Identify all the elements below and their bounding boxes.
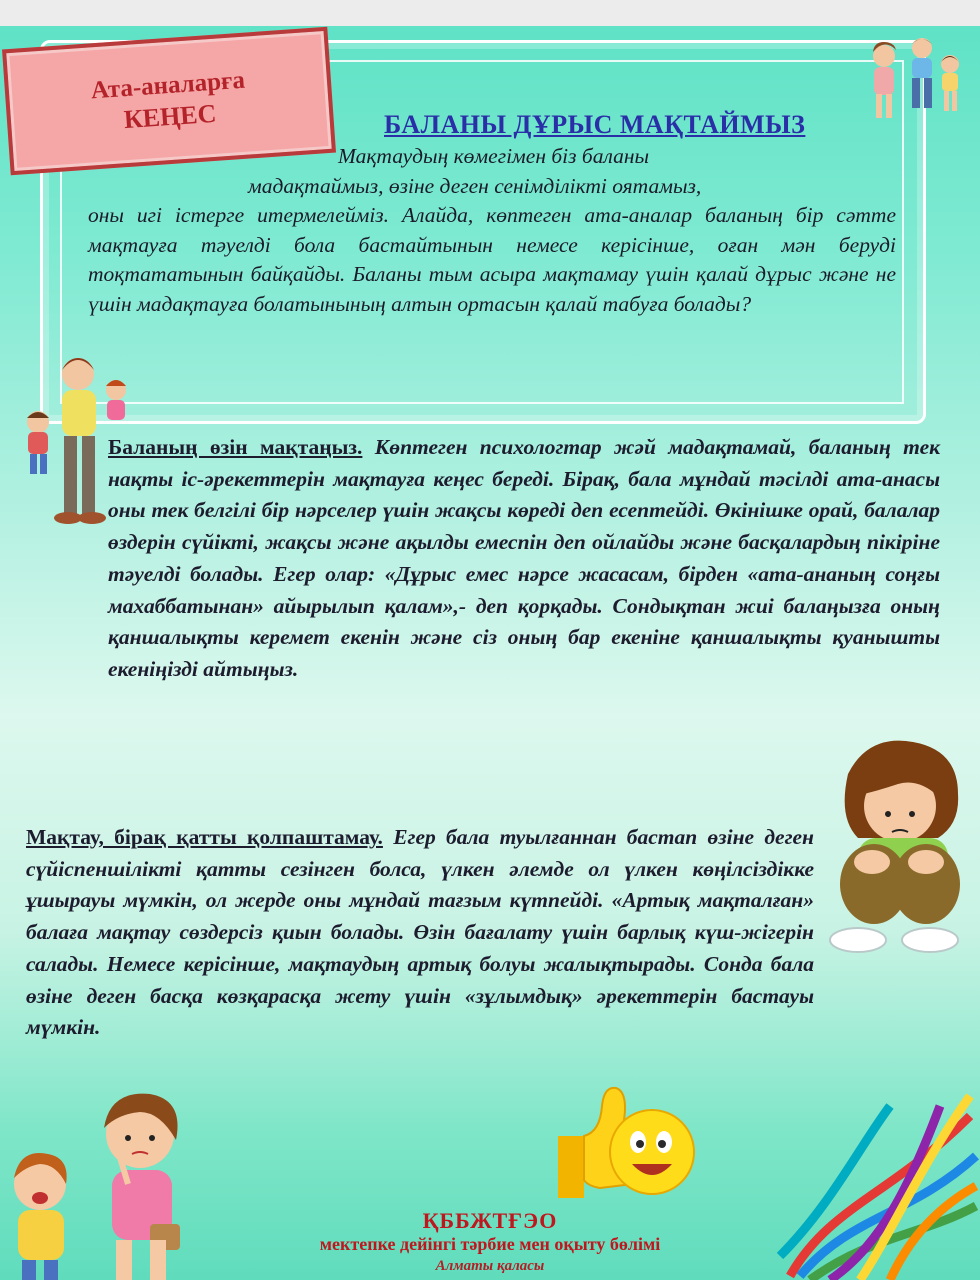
thumbs-up-smiley-icon (540, 1076, 700, 1206)
section1-body: Көптеген психологтар жәй мадақтамай, баланың тек нақты іс-әрекеттерін мақтауға кеңес береді. Бірақ, бала мұндай тәсілді ата-анасы оны тек белгілі бір нәрселер үшін жақсы көреді деп есептейді. Өкінішке орай, балалар өздерін сүйікті, жақсы және ақылды емеспін деп ойлайды және басқалардың пікіріне тәуелді болады. Егер олар: «Дұрыс емес нәрсе жасасам, бірден «ата-ананың соңғы махаббатынан» айырылып қалам»,- деп қорқады. Сондықтан жиі балаңызға оның қаншалықты керемет екенін және сіз оның бар екеніне қаншалықты қуанышты екеніңізді айтыңыз. (108, 435, 941, 681)
footer-organization: ҚББЖТҒЭО (422, 1208, 558, 1233)
intro-line-1: Мақтаудың көмегімен біз баланы (338, 144, 650, 168)
sad-boy-icon (818, 734, 978, 962)
section-praise-the-child (108, 432, 940, 686)
section-praise-not-overpraise (26, 822, 814, 1044)
top-strip (0, 0, 980, 26)
intro-line-2: мадақтаймыз, өзіне деген сенімділікті оятамыз, (248, 173, 702, 198)
poster (0, 26, 980, 1280)
intro-rest: оны игі істерге итермелейміз. Алайда, көптеген ата-аналар баланың бір сәтте мақтауға тәуелді бола бастайтынын немесе керісінше, оған мән беруді тоқтататынын байқайды. Баланы тым асыра мақтамау үшін қалай дұрыс және не үшін мадақтауға болатынының алтын ортасын қалай табуға болады? (88, 203, 896, 316)
section2-lead: Мақтау, бірақ қатты қолпаштамау. (26, 825, 383, 849)
family-illustration-icon (860, 34, 978, 126)
intro-paragraph (88, 142, 896, 319)
footer-department: мектепке дейінгі тәрбие мен оқыту бөлімі (319, 1234, 661, 1254)
section1-lead: Баланың өзін мақтаңыз. (108, 435, 363, 459)
stamp-line-1: Ата-аналарға (90, 66, 246, 105)
footer-city: Алматы қаласы (435, 1258, 545, 1274)
stamp-line-2: КЕҢЕС (122, 98, 218, 135)
page-title: БАЛАНЫ ДҰРЫС МАҚТАЙМЫЗ (384, 110, 806, 139)
section2-body: Егер бала туылғаннан бастап өзіне деген сүйіспеншілікті қатты сезінген болса, үлкен әлемде ол үлкен көңілсіздікке ұшырауы мүмкін, ол жерде оны мұндай тағзым күтпейді. «Артық мақталған» балаға мақтау сөздерсіз қиын болады. Өзін бағалату үшін барлық күш-жігерін салады. Немесе керісінше, мақтаудың артық болуы жалықтырады. Сонда бала өзіне деген басқа көзқарасқа жету үшін «зұлымдық» әрекеттерін бастауы мүмкін. (26, 825, 814, 1040)
